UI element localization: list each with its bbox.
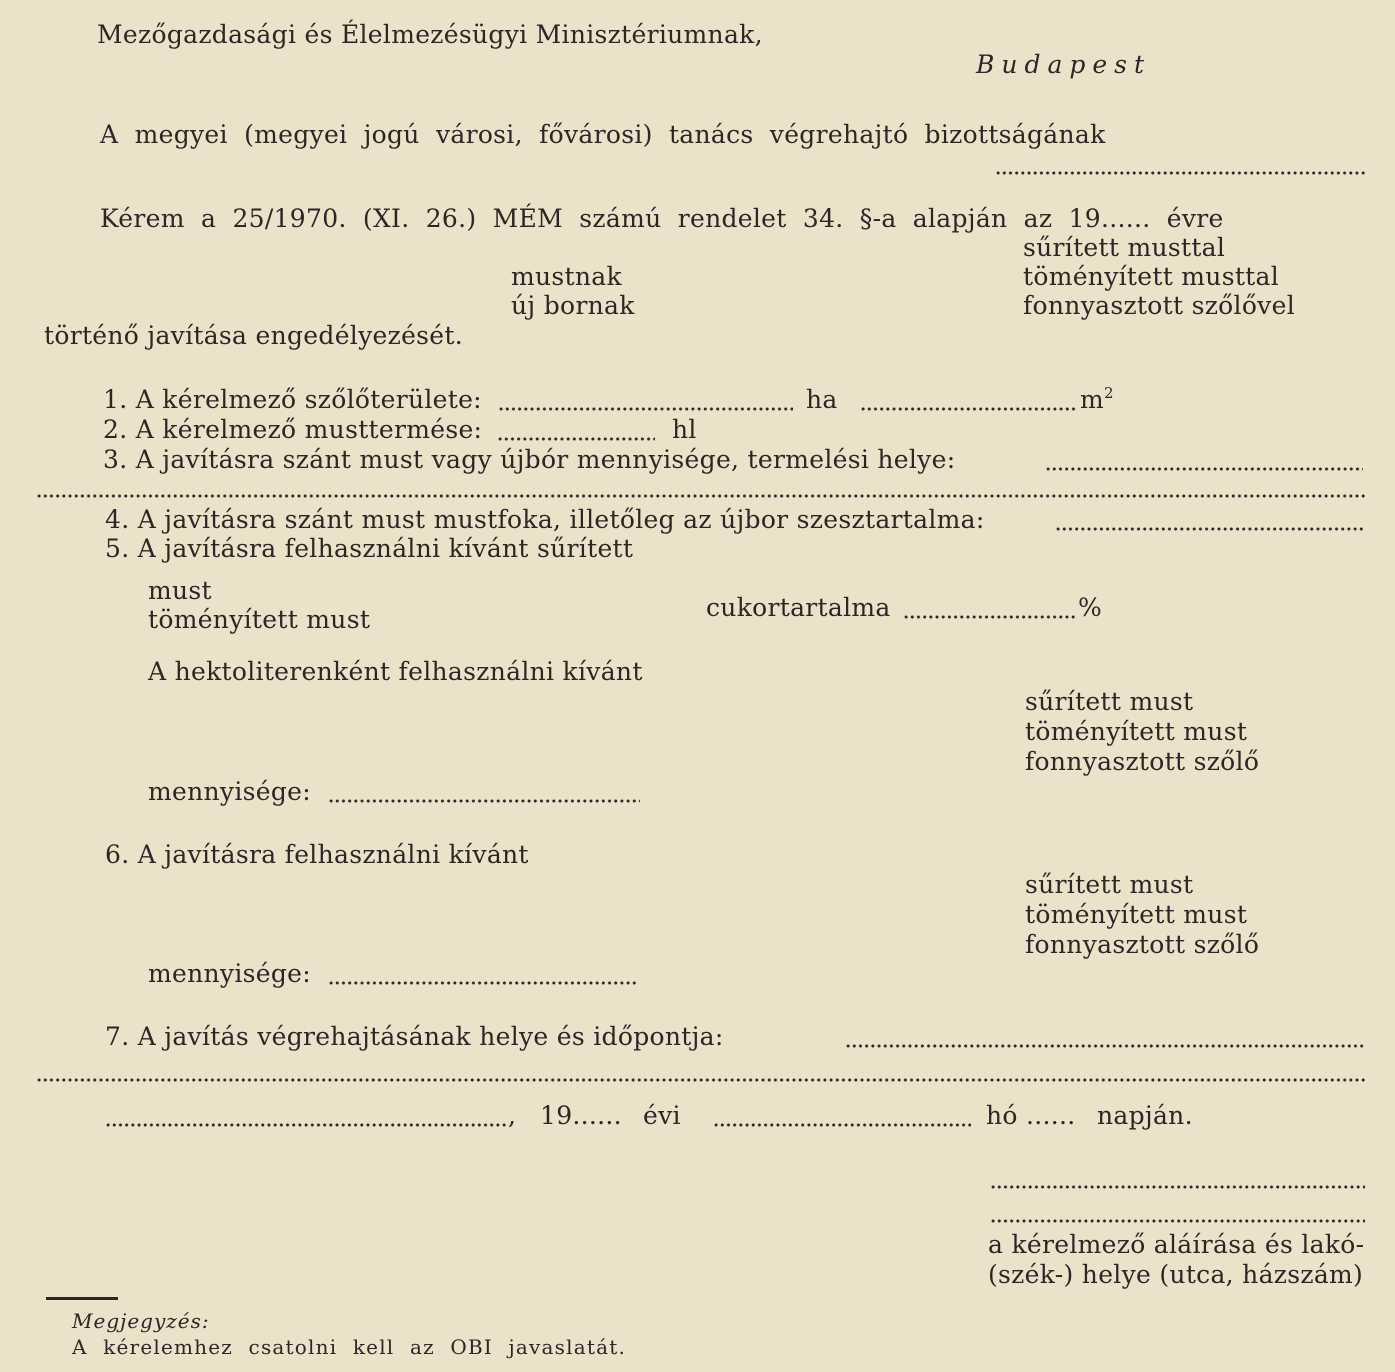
item-4-field[interactable] xyxy=(1055,526,1365,532)
date-year: 19...... xyxy=(540,1101,622,1130)
item-5-option-right-2: töményített must xyxy=(1025,717,1248,746)
date-day-word: napján. xyxy=(1097,1101,1193,1130)
city: Budapest xyxy=(976,50,1152,79)
item-5-quantity-field[interactable] xyxy=(328,798,640,804)
item-5-hl-text: A hektoliterenként felhasználni kívánt xyxy=(148,657,643,686)
item-5-percent: % xyxy=(1078,593,1103,622)
item-3-label: 3. A javításra szánt must vagy újbór mennyisége, termelési helye: xyxy=(103,445,956,474)
item-5-option-right-3: fonnyasztott szőlő xyxy=(1025,747,1260,776)
item-5-option-right-1: sűrített must xyxy=(1025,687,1194,716)
item-5-label: 5. A javításra felhasználni kívánt sűrített xyxy=(105,534,634,563)
council-name-field[interactable] xyxy=(995,170,1365,176)
item-2-unit: hl xyxy=(672,415,697,444)
date-year-word: évi xyxy=(643,1101,681,1130)
item-6-option-right-2: töményített must xyxy=(1025,900,1248,929)
council-text: A megyei (megyei jogú városi, fővárosi) tanács végrehajtó bizottságának xyxy=(100,120,1106,149)
item-7-field[interactable] xyxy=(845,1043,1365,1049)
signature-caption-1: a kérelmező aláírása és lakó- xyxy=(988,1230,1365,1259)
request-option-left-2: új bornak xyxy=(511,291,635,320)
item-6-option-right-3: fonnyasztott szőlő xyxy=(1025,930,1260,959)
item-6-option-right-1: sűrített must xyxy=(1025,870,1194,899)
item-1-label: 1. A kérelmező szőlőterülete: xyxy=(103,385,482,414)
signature-field[interactable] xyxy=(990,1184,1365,1190)
signature-caption-2: (szék-) helye (utca, házszám) xyxy=(988,1260,1364,1289)
item-1-m2-exponent: 2 xyxy=(1104,384,1114,402)
item-5-sugar-label: cukortartalma xyxy=(706,593,891,622)
item-4-label: 4. A javításra szánt must mustfoka, illetőleg az újbor szesztartalma: xyxy=(105,505,985,534)
item-6-label: 6. A javításra felhasználni kívánt xyxy=(105,840,529,869)
request-line: Kérem a 25/1970. (XI. 26.) MÉM számú rendelet 34. §-a alapján az 19...... évre xyxy=(100,204,1224,233)
item-6-quantity-field[interactable] xyxy=(328,980,638,986)
item-5-option-tomenyitett: töményített must xyxy=(148,605,371,634)
item-1-ha-unit: ha xyxy=(806,385,838,414)
item-7-field-continuation[interactable] xyxy=(36,1077,1366,1083)
note-title: Megjegyzés: xyxy=(72,1309,210,1333)
item-7-label: 7. A javítás végrehajtásának helye és időpontja: xyxy=(105,1022,724,1051)
note-text: A kérelemhez csatolni kell az OBI javaslatát. xyxy=(72,1335,627,1359)
item-1-m-unit: m xyxy=(1080,385,1105,414)
address-field[interactable] xyxy=(990,1218,1365,1224)
request-line-end: történő javítása engedélyezését. xyxy=(44,321,463,350)
item-1-m2-field[interactable] xyxy=(860,406,1078,412)
month-field[interactable] xyxy=(713,1122,971,1128)
item-1-ha-field[interactable] xyxy=(498,406,793,412)
request-option-left-1: mustnak xyxy=(511,262,622,291)
date-month-word: hó ...... xyxy=(986,1101,1076,1130)
item-6-quantity-label: mennyisége: xyxy=(148,959,311,988)
request-option-right-2: töményített musttal xyxy=(1023,262,1280,291)
item-5-sugar-field[interactable] xyxy=(903,614,1075,620)
item-3-field[interactable] xyxy=(1045,466,1363,472)
item-3-field-continuation[interactable] xyxy=(36,493,1366,499)
item-2-field[interactable] xyxy=(497,436,655,442)
item-1-m2-unit xyxy=(1080,385,1114,415)
date-comma: , xyxy=(508,1101,517,1130)
item-5-quantity-label: mennyisége: xyxy=(148,777,311,806)
addressee: Mezőgazdasági és Élelmezésügyi Minisztériumnak, xyxy=(97,20,763,49)
item-5-option-must: must xyxy=(148,576,212,605)
place-field[interactable] xyxy=(105,1122,507,1128)
request-option-right-3: fonnyasztott szőlővel xyxy=(1023,291,1295,320)
item-2-label: 2. A kérelmező musttermése: xyxy=(103,415,483,444)
note-rule xyxy=(46,1297,118,1300)
request-option-right-1: sűrített musttal xyxy=(1023,233,1226,262)
